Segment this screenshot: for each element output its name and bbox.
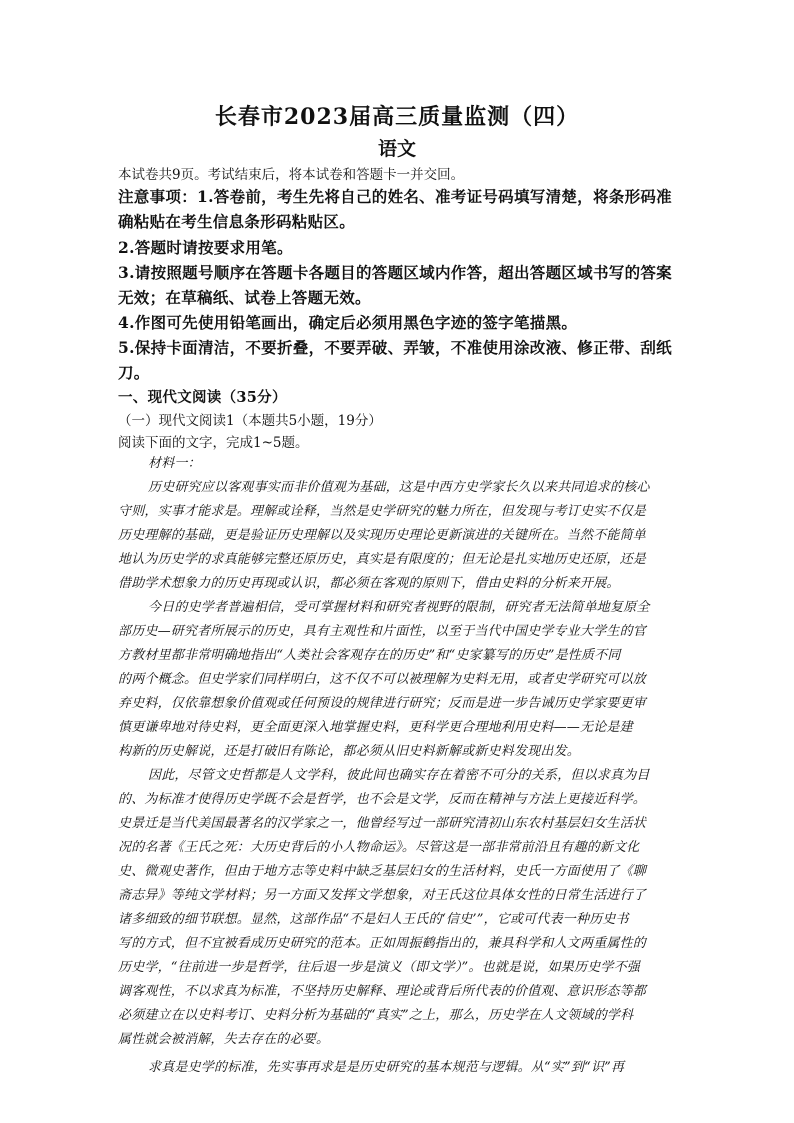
paragraph-1-line: 借助学术想象力的历史再现或认识，都必须在客观的原则下，借由史料的分析来开展。 [118, 576, 620, 591]
paragraph-3-line: 斋志异》等纯文学材料；另一方面又发挥文学想象，对王氏这位具体女性的日常生活进行了 [118, 888, 647, 903]
material-label: 材料一： [148, 456, 201, 471]
note-line-6: 4.作图可先使用铅笔画出，确定后必须用黑色字迹的签字笔描黑。 [118, 313, 578, 332]
section-heading: 一、现代文阅读（35分） [118, 389, 287, 406]
paragraph-2-line: 部历史—研究者所展示的历史，具有主观性和片面性，以至于当代中国史学专业大学生的官 [118, 624, 647, 639]
paragraph-3-line: 因此，尽管文史哲都是人文学科，彼此间也确实存在着密不可分的关系，但以求真为目 [148, 768, 650, 783]
note-line-1: 注意事项：1.答卷前，考生先将自己的姓名、准考证号码填写清楚，将条形码准 [118, 187, 672, 206]
paragraph-3-line: 必须建立在以史料考订、史料分析为基础的“真实”之上，那么，历史学在人文领域的学科 [118, 1008, 634, 1023]
paragraph-1-line: 历史理解的基础，更是验证历史理解以及实现历史理论更新演进的关键所在。当然不能简单 [118, 528, 647, 543]
exam-title: 长春市2023届高三质量监测（四） [214, 104, 580, 130]
paragraph-1-line: 历史研究应以客观事实而非价值观为基础，这是中西方史学家长久以来共同追求的核心 [148, 480, 650, 495]
note-line-4: 3.请按照题号顺序在答题卡各题目的答题区域内作答，超出答题区域书写的答案 [118, 263, 672, 282]
paragraph-2-line: 弃史料，仅依靠想象价值观或任何预设的规律进行研究；反而是进一步告诫历史学家要更审 [118, 696, 647, 711]
note-line-7: 5.保持卡面清洁，不要折叠，不要弄破、弄皱，不准使用涂改液、修正带、刮纸 [118, 338, 672, 357]
section-subheading: （一）现代文阅读1（本题共5小题，19分） [118, 413, 382, 429]
paragraph-2-line: 慎更谦卑地对待史料，更全面更深入地掌握史料，更科学更合理地利用史料——无论是建 [118, 720, 633, 735]
paragraph-3-line: 史景迁是当代美国最著名的汉学家之一，他曾经写过一部研究清初山东农村基层妇女生活状 [118, 816, 647, 831]
note-line-3: 2.答题时请按要求用笔。 [118, 238, 293, 257]
paragraph-2-line: 的两个概念。但史学家们同样明白，这不仅不可以被理解为史料无用，或者史学研究可以放 [118, 672, 647, 687]
paragraph-3-line: 况的名著《王氏之死：大历史背后的小人物命运》。尽管这是一部非常前沿且有趣的新文化 [118, 840, 640, 855]
note-line-5: 无效；在草稿纸、试卷上答题无效。 [118, 288, 371, 307]
paragraph-2-line: 今日的史学者普遍相信，受可掌握材料和研究者视野的限制，研究者无法简单地复原全 [148, 600, 650, 615]
subject-title: 语文 [377, 138, 416, 160]
paragraph-3-line: 调客观性，不以求真为标准，不坚持历史解释、理论或背后所代表的价值观、意识形态等都 [118, 984, 647, 999]
paragraph-2-line: 方教材里都非常明确地指出“人类社会客观存在的历史”和“史家纂写的历史”是性质不同 [118, 648, 621, 663]
section-instruction: 阅读下面的文字，完成1~5题。 [118, 435, 309, 451]
paragraph-2-line: 构新的历史解说，还是打破旧有陈论，都必须从旧史料新解或新史料发现出发。 [118, 744, 581, 759]
paragraph-3-line: 的、为标准才使得历史学既不会是哲学，也不会是文学，反而在精神与方法上更接近科学。 [118, 792, 647, 807]
paragraph-1-line: 地认为历史学的求真能够完整还原历史，真实是有限度的；但无论是扎实地历史还原，还是 [118, 552, 647, 567]
paragraph-4-line: 求真是史学的标准，先实事再求是是历史研究的基本规范与逻辑。从“实”到“识”再 [148, 1060, 625, 1075]
note-line-2: 确粘贴在考生信息条形码粘贴区。 [118, 212, 356, 231]
note-line-8: 刀。 [118, 363, 150, 382]
paragraph-3-line: 历史学，“往前进一步是哲学，往后退一步是演义（即文学）”。也就是说，如果历史学不强 [118, 960, 640, 975]
paragraph-3-line: 诸多细致的细节联想。显然，这部作品“不是妇人王氏的‘信史’”，它或可代表一种历史书 [118, 912, 629, 927]
intro-text: 本试卷共9页。考试结束后，将本试卷和答题卡一并交回。 [118, 167, 465, 183]
paragraph-3-line: 属性就会被消解，失去存在的必要。 [118, 1032, 330, 1047]
paragraph-3-line: 史、微观史著作，但由于地方志等史料中缺乏基层妇女的生活材料，史氏一方面使用了《聊 [118, 864, 647, 879]
paragraph-1-line: 守则，实事才能求是。理解或诠释，当然是史学研究的魅力所在，但发现与考订史实不仅是 [118, 504, 647, 519]
paragraph-3-line: 写的方式，但不宜被看成历史研究的范本。正如周振鹤指出的，兼具科学和人文两重属性的 [118, 936, 647, 951]
